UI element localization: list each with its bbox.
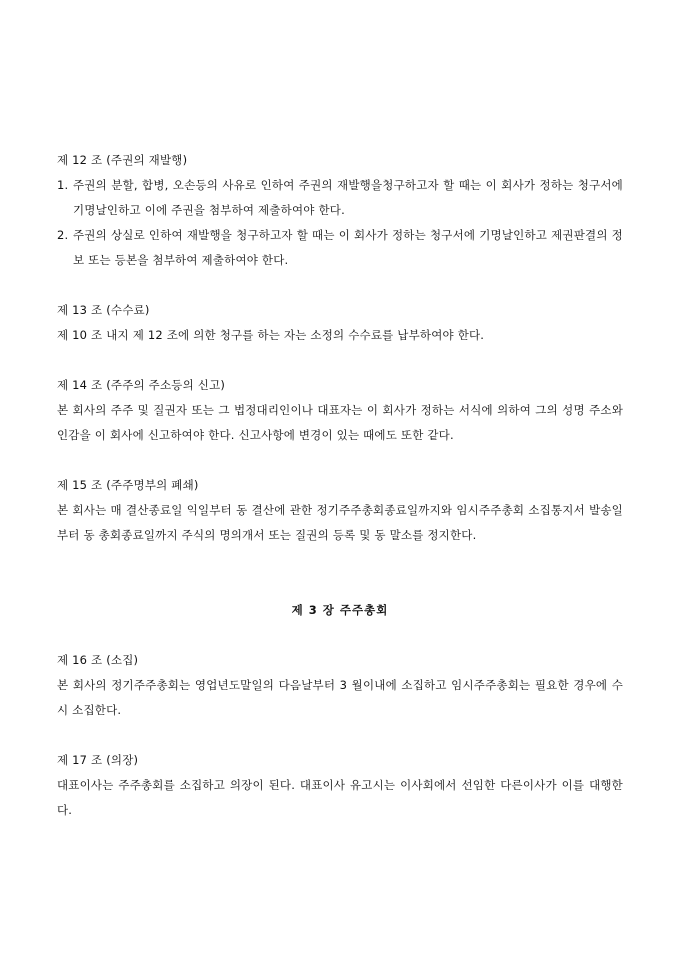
article-13-body: 제 10 조 내지 제 12 조에 의한 청구를 하는 자는 소정의 수수료를 납부하여야 한다. xyxy=(57,328,485,342)
article-16-heading: 제 16 조 (소집) xyxy=(57,653,139,667)
item-number: 2. xyxy=(57,228,69,242)
item-text: 주권의 분할, 합병, 오손등의 사유로 인하여 주권의 재발행을청구하고자 할 때는 이 회사가 정하는 청구서에 기명날인하고 이에 주권을 첨부하여 제출하여야 한다. xyxy=(73,178,623,217)
article-17 xyxy=(57,748,623,823)
item-number: 1. xyxy=(57,178,69,192)
article-15 xyxy=(57,473,623,548)
article-15-body: 본 회사는 매 결산종료일 익일부터 동 결산에 관한 정기주주총회종료일까지와 임시주주총회 소집통지서 발송일부터 동 총회종료일까지 주식의 명의개서 또는 질권의 등록 및 동 말소를 정지한다. xyxy=(57,503,623,542)
item-text: 주권의 상실로 인하여 재발행을 청구하고자 할 때는 이 회사가 정하는 청구서에 기명날인하고 제권판결의 정보 또는 등본을 첨부하여 제출하여야 한다. xyxy=(73,228,623,267)
article-16 xyxy=(57,648,623,723)
article-17-body: 대표이사는 주주총회를 소집하고 의장이 된다. 대표이사 유고시는 이사회에서 선임한 다른이사가 이를 대행한다. xyxy=(57,778,623,817)
article-17-heading: 제 17 조 (의장) xyxy=(57,753,139,767)
article-13 xyxy=(57,298,623,348)
document-body xyxy=(57,148,623,823)
article-13-heading: 제 13 조 (수수료) xyxy=(57,303,150,317)
article-12 xyxy=(57,148,623,273)
article-14-heading: 제 14 조 (주주의 주소등의 신고) xyxy=(57,378,226,392)
chapter-title: 제 3 장 주주총회 xyxy=(291,603,389,617)
article-12-item-1 xyxy=(57,173,623,223)
article-16-body: 본 회사의 정기주주총회는 영업년도말일의 다음날부터 3 월이내에 소집하고 임시주주총회는 필요한 경우에 수시 소집한다. xyxy=(57,678,623,717)
article-14-body: 본 회사의 주주 및 질권자 또는 그 법정대리인이나 대표자는 이 회사가 정하는 서식에 의하여 그의 성명 주소와 인감을 이 회사에 신고하여야 한다. 신고사항에 변경이 있는 때에도 또한 같다. xyxy=(57,403,623,442)
article-12-item-2 xyxy=(57,223,623,273)
article-15-heading: 제 15 조 (주주명부의 폐쇄) xyxy=(57,478,199,492)
article-14 xyxy=(57,373,623,448)
article-12-heading: 제 12 조 (주권의 재발행) xyxy=(57,153,188,167)
